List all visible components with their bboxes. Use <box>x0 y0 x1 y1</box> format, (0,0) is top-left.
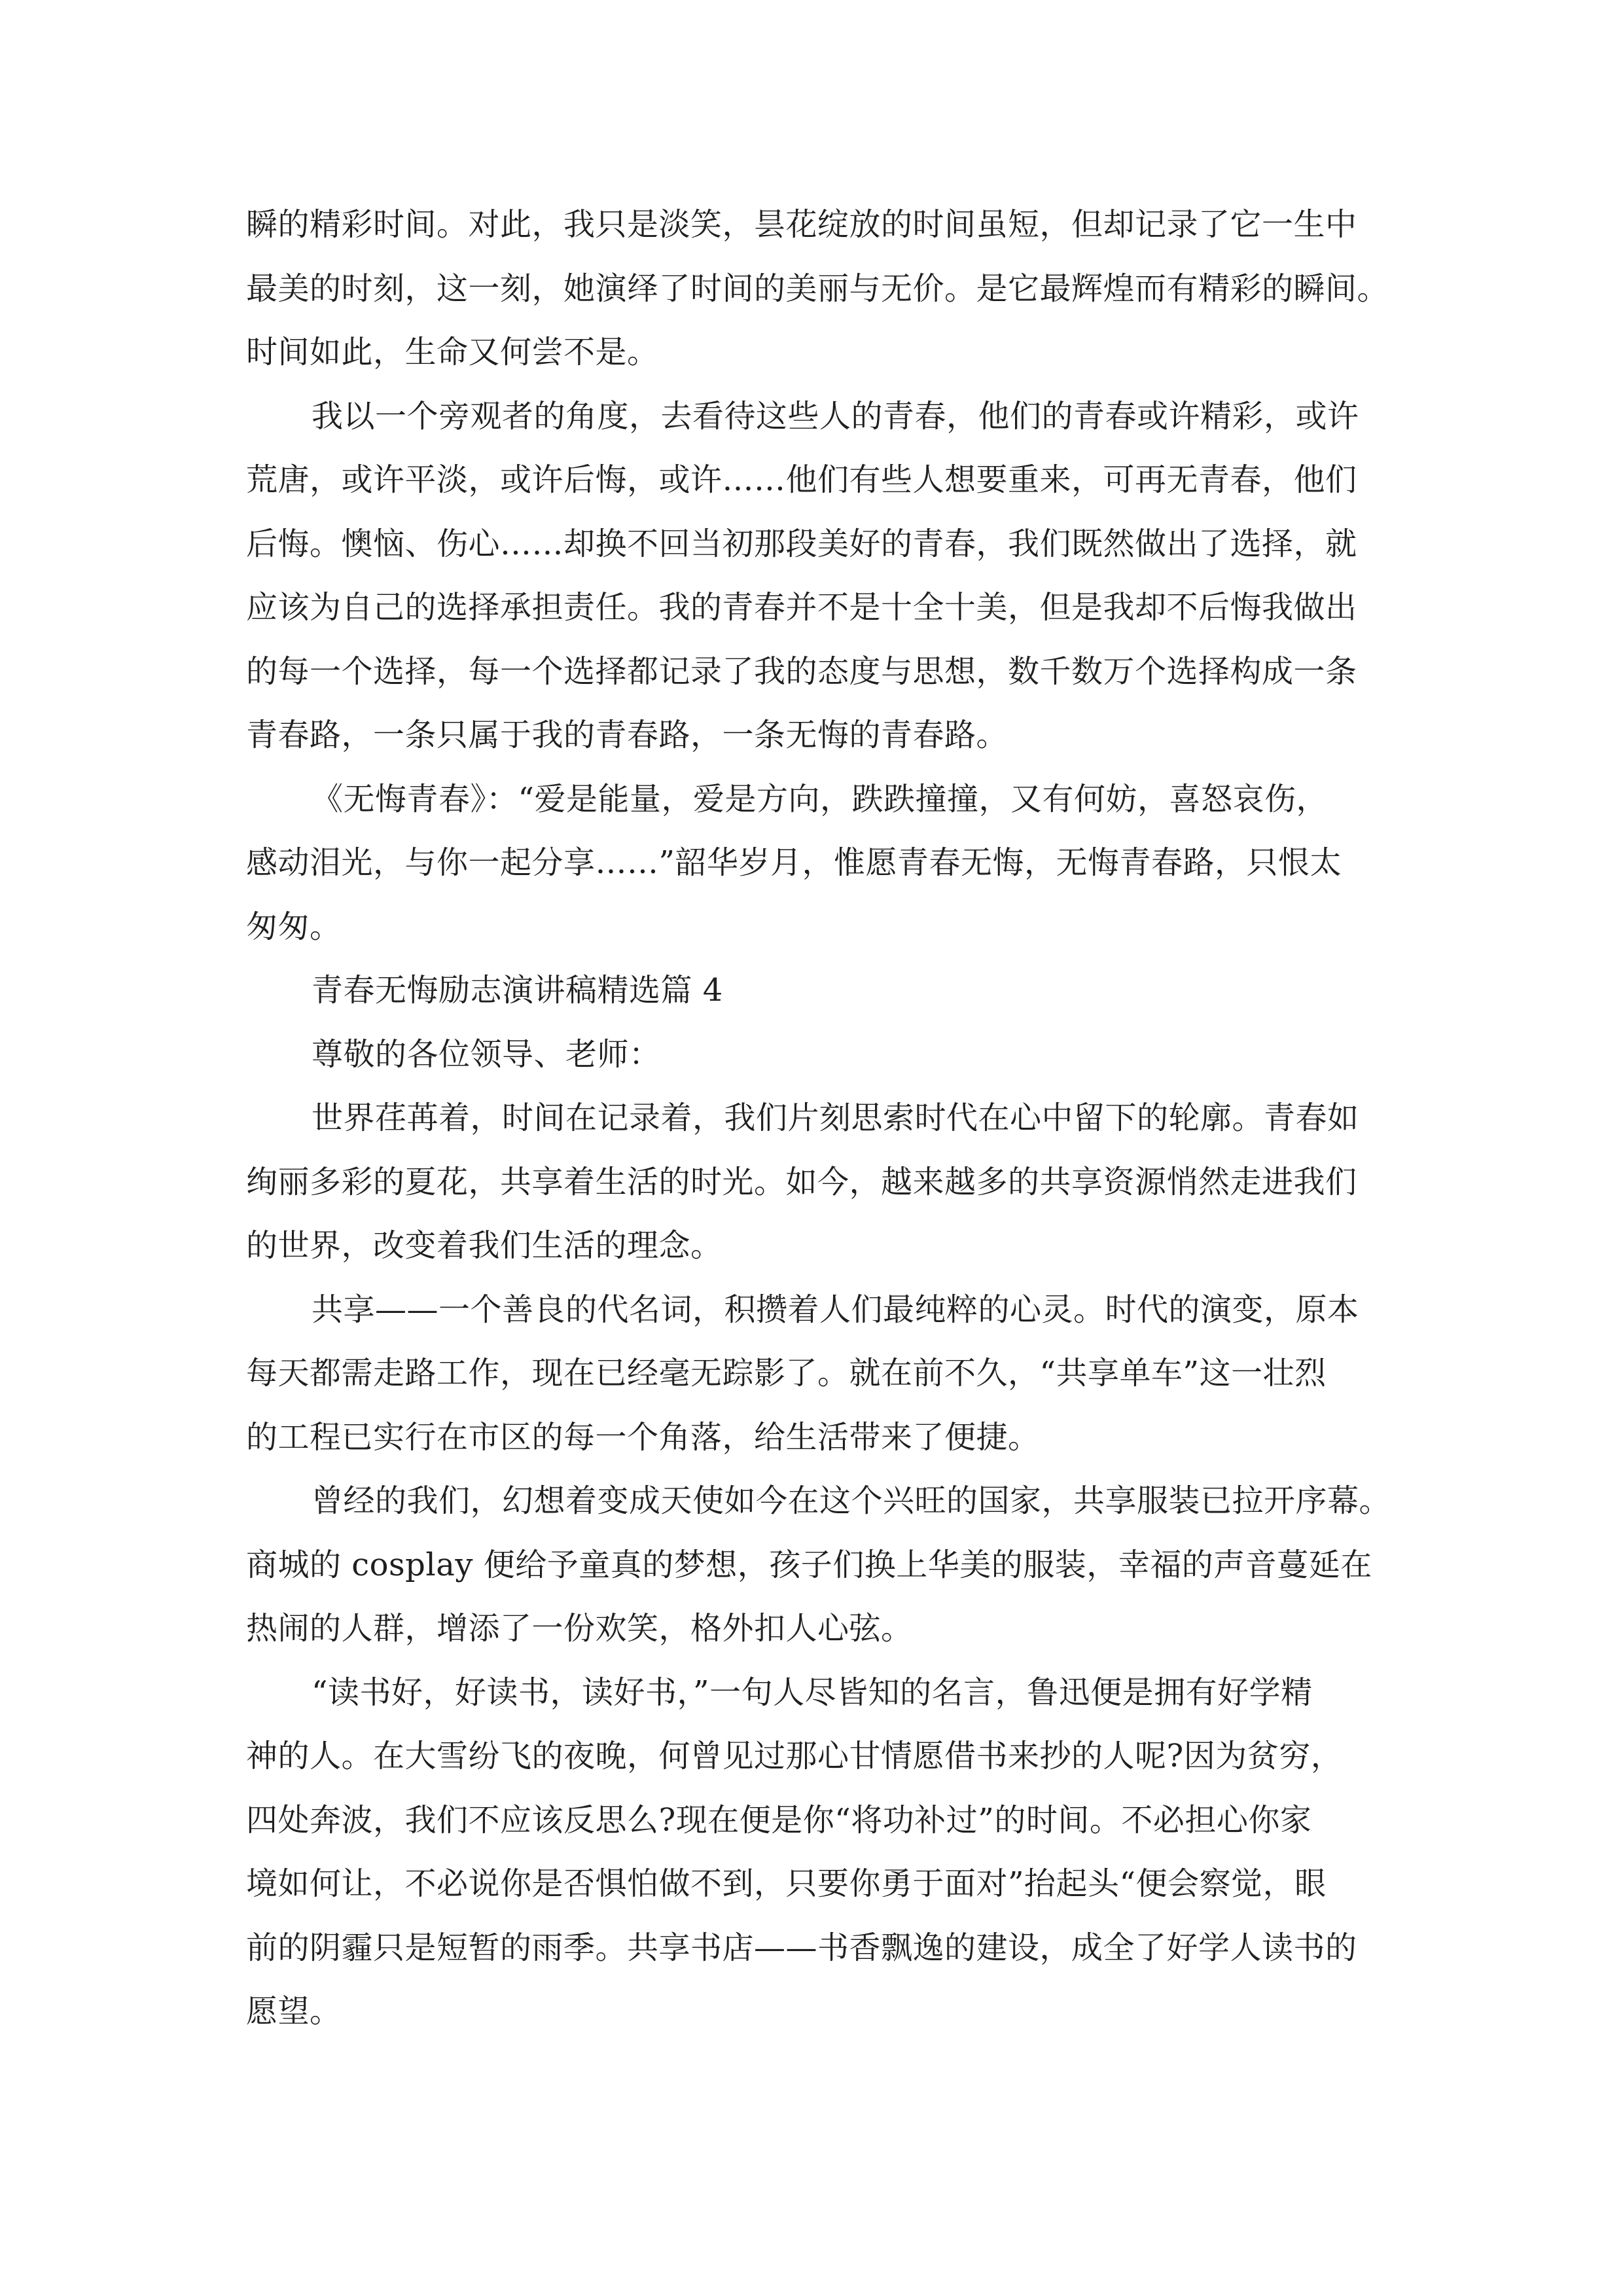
paragraph-first-line: 《无悔青春》：“爱是能量，爱是方向，跌跌撞撞，又有何妨，喜怒哀伤， <box>312 780 1329 817</box>
paragraph-first-line: 共享——一个善良的代名词，积攒着人们最纯粹的心灵。时代的演变，原本 <box>312 1291 1359 1328</box>
text-line: 愿望。 <box>246 1993 342 2030</box>
paragraph-first-line: 曾经的我们，幻想着变成天使如今在这个兴旺的国家，共享服装已拉开序幕。 <box>312 1482 1391 1519</box>
text-line: 应该为自己的选择承担责任。我的青春并不是十全十美，但是我却不后悔我做出 <box>246 589 1357 626</box>
text-line: 匆匆。 <box>246 908 342 945</box>
text-line: 的工程已实行在市区的每一个角落，给生活带来了便捷。 <box>246 1418 1040 1456</box>
text-line: 最美的时刻，这一刻，她演绎了时间的美丽与无价。是它最辉煌而有精彩的瞬间。 <box>246 270 1389 307</box>
text-line: 境如何让，不必说你是否惧怕做不到，只要你勇于面对”抬起头“便会察觉，眼 <box>246 1865 1327 1902</box>
text-line: 商城的 cosplay 便给予童真的梦想，孩子们换上华美的服装，幸福的声音蔓延在 <box>246 1546 1372 1583</box>
text-line: 青春路，一条只属于我的青春路，一条无悔的青春路。 <box>246 717 1008 753</box>
salutation: 尊敬的各位领导、老师： <box>312 1035 661 1073</box>
text-line: 热闹的人群，增添了一份欢笑，格外扣人心弦。 <box>246 1610 913 1647</box>
text-line: 的世界，改变着我们生活的理念。 <box>246 1227 722 1264</box>
text-line: 时间如此，生命又何尝不是。 <box>246 334 659 370</box>
text-line: 绚丽多彩的夏花，共享着生活的时光。如今，越来越多的共享资源悄然走进我们 <box>246 1163 1357 1200</box>
paragraph-first-line: 世界荏苒着，时间在记录着，我们片刻思索时代在心中留下的轮廓。青春如 <box>312 1100 1359 1136</box>
paragraph-first-line: 我以一个旁观者的角度，去看待这些人的青春，他们的青春或许精彩，或许 <box>312 397 1359 435</box>
text-line: 瞬的精彩时间。对此，我只是淡笑，昙花绽放的时间虽短，但却记录了它一生中 <box>246 206 1357 243</box>
section-heading: 青春无悔励志演讲稿精选篇 4 <box>312 972 723 1009</box>
text-line: 感动泪光，与你一起分享……”韶华岁月，惟愿青春无悔，无悔青春路，只恨太 <box>246 844 1342 881</box>
text-line: 前的阴霾只是短暂的雨季。共享书店——书香飘逸的建设，成全了好学人读书的 <box>246 1929 1357 1966</box>
paragraph-first-line: “读书好，好读书，读好书，”一句人尽皆知的名言，鲁迅便是拥有好学精 <box>312 1674 1313 1711</box>
text-line: 四处奔波，我们不应该反思么?现在便是你“将功补过”的时间。不必担心你家 <box>246 1801 1312 1839</box>
text-line: 神的人。在大雪纷飞的夜晚，何曾见过那心甘情愿借书来抄的人呢?因为贫穷， <box>246 1738 1343 1774</box>
text-line: 后悔。懊恼、伤心……却换不回当初那段美好的青春，我们既然做出了选择，就 <box>246 525 1357 562</box>
text-line: 每天都需走路工作，现在已经毫无踪影了。就在前不久，“共享单车”这一壮烈 <box>246 1355 1327 1391</box>
text-line: 的每一个选择，每一个选择都记录了我的态度与思想，数千数万个选择构成一条 <box>246 653 1357 690</box>
text-line: 荒唐，或许平淡，或许后悔，或许……他们有些人想要重来，可再无青春，他们 <box>246 461 1357 498</box>
document-body <box>246 193 1424 2044</box>
